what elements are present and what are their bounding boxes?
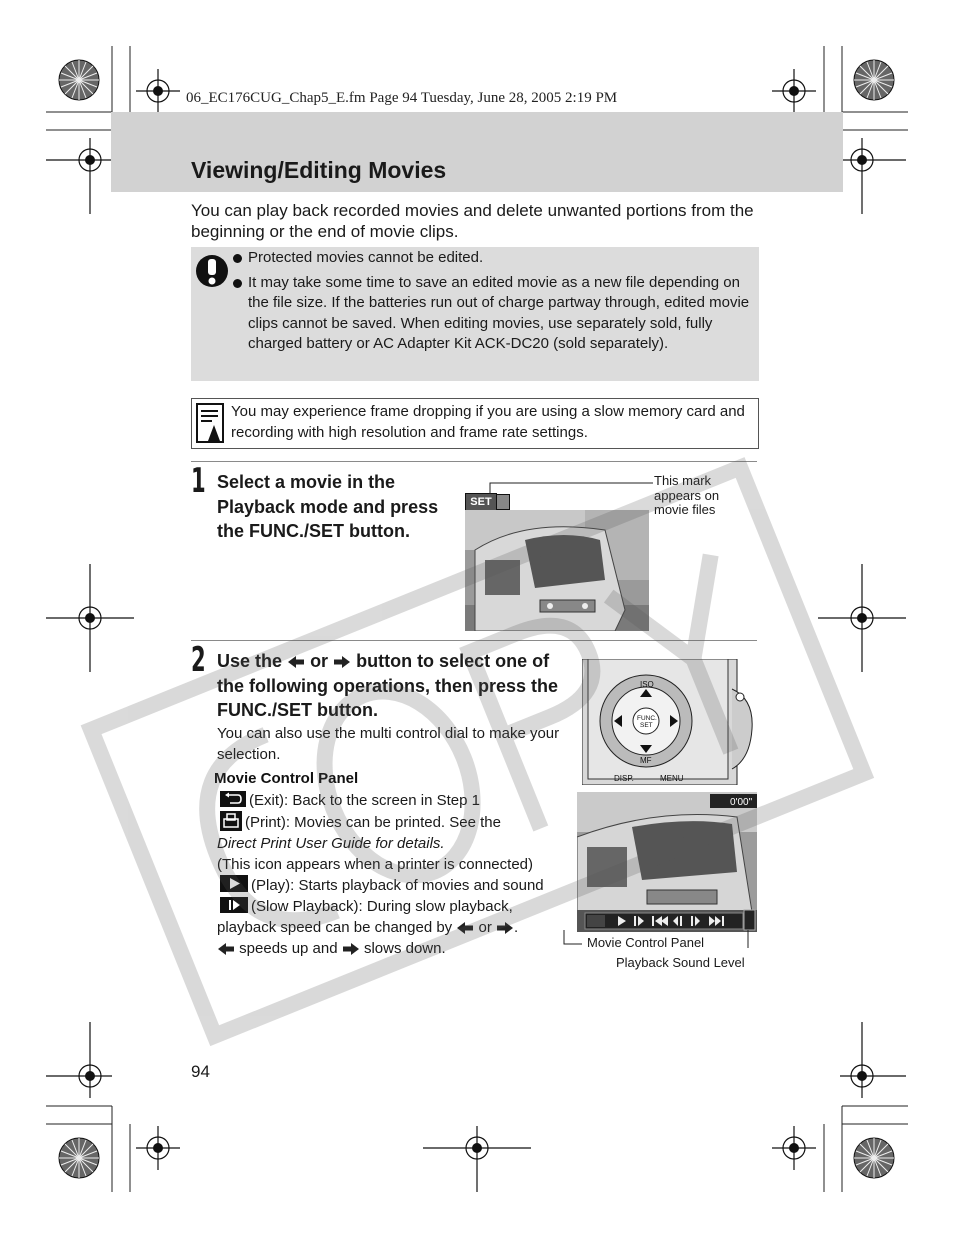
print-note: (This icon appears when a printer is connected) (217, 856, 533, 873)
caution-item: Protected movies cannot be edited. (232, 248, 754, 269)
print-description: (Print): Movies can be printed. See the (217, 811, 557, 833)
set-label: SET (465, 493, 497, 511)
step2-subtext: You can also use the multi control dial to make your selection. (217, 725, 560, 763)
dial-iso-label: ISO (640, 680, 654, 689)
dial-mf-label: MF (640, 756, 652, 765)
step2-text-b: button to select one of the following operations, then press the FUNC./SET button. (217, 651, 559, 720)
step2-text-a: Use the (217, 651, 283, 671)
note-text: You may experience frame dropping if you are using a slow memory card and recording with high resolution and frame rate settings. (231, 403, 745, 441)
exit-description: (Exit): Back to the screen in Step 1 (217, 790, 557, 811)
playback-sound-level-caption: Playback Sound Level (616, 955, 745, 970)
print-reference: Direct Print User Guide for details. (217, 835, 445, 852)
caution-item: It may take some time to save an edited movie as a new file depending on the file size. If the batteries run out of charge partway through, edited movie clips cannot be saved. When editing movies, use separately sold, fully charged battery or AC Adapter Kit ACK-DC20 (sold separately). (232, 273, 754, 355)
dial-set-label: SET (640, 722, 653, 729)
step2-number: 2 (191, 640, 206, 680)
slow-description: (Slow Playback): During slow playback, playback speed can be changed by or . (217, 898, 519, 936)
movie-control-panel-heading: Movie Control Panel (214, 770, 359, 787)
timecode: 0'00" (730, 797, 753, 808)
dial-disp-label: DISP. (614, 774, 634, 783)
movie-mark-callout: This mark appears on movie files (654, 473, 720, 517)
file-header-line: 06_EC176CUG_Chap5_E.fm Page 94 Tuesday, June 28, 2005 2:19 PM (186, 90, 618, 106)
play-description: (Play): Starts playback of movies and sound (217, 875, 557, 896)
page-number: 94 (191, 1062, 210, 1081)
step2-text-or: or (310, 651, 329, 671)
movie-control-panel-caption: Movie Control Panel (587, 935, 705, 950)
dial-func-label: FUNC. (637, 715, 657, 722)
step1-number: 1 (191, 461, 206, 501)
step1-instruction: Select a movie in the Playback mode and press the FUNC./SET button. (217, 472, 439, 541)
intro-paragraph: You can play back recorded movies and delete unwanted portions from the beginning or the end of movie clips. (191, 201, 754, 241)
dial-menu-label: MENU (660, 774, 684, 783)
speed-description: speeds up and slows down. (217, 938, 557, 959)
page-title: Viewing/Editing Movies (191, 157, 447, 183)
